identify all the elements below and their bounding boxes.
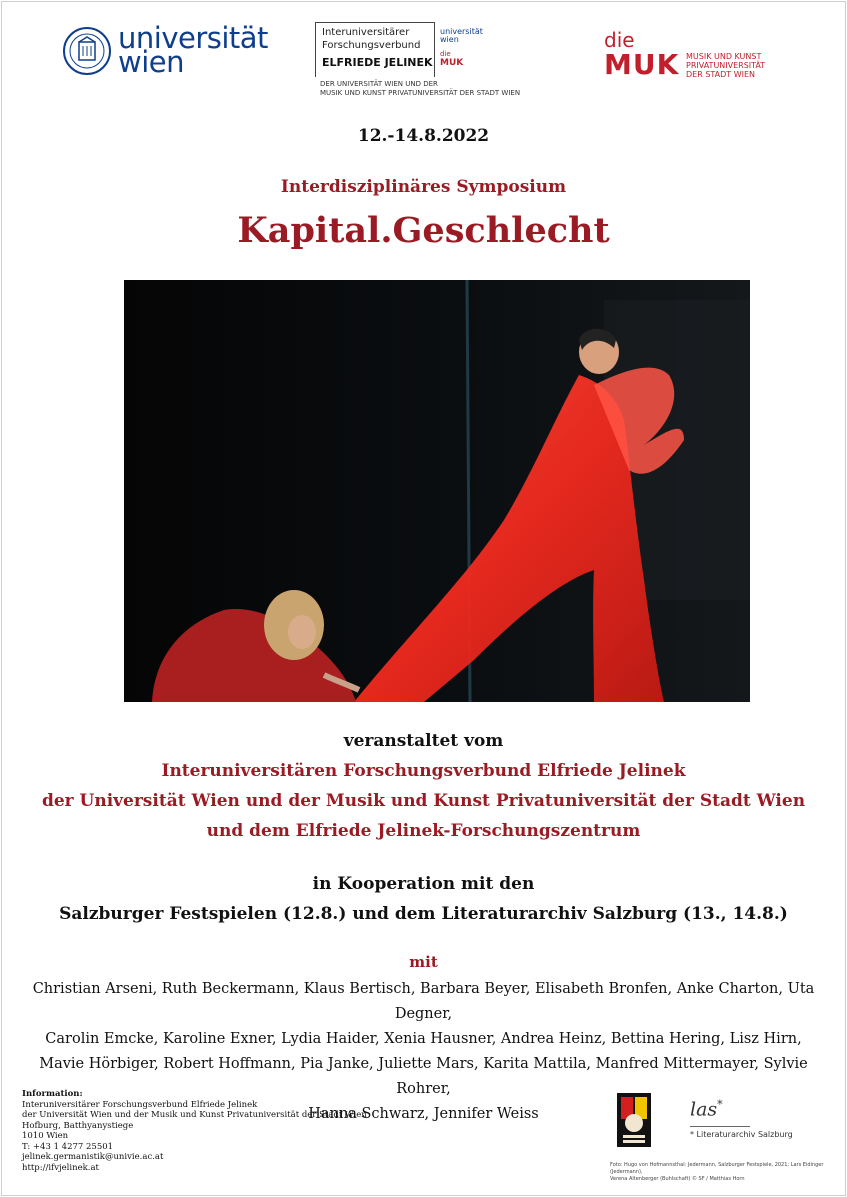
las-sup: * xyxy=(717,1098,723,1111)
fv-sub-line2: MUSIK UND KUNST PRIVATUNIVERSITÄT DER STADT WIEN xyxy=(320,89,521,97)
info-block xyxy=(22,1089,367,1173)
las-logo-mark xyxy=(690,1098,723,1120)
participants-line-2: Carolin Emcke, Karoline Exner, Lydia Haider, Xenia Hausner, Andrea Heinz, Bettina Hering, Lisz Hirn, xyxy=(45,1031,802,1047)
fv-mini-uw-logo xyxy=(440,28,483,44)
fv-mini-uw-line1: universität xyxy=(440,27,483,36)
fv-line1: Interuniversitärer xyxy=(322,27,410,38)
fv-line2: Forschungsverbund xyxy=(322,40,421,51)
organizer-intro: veranstaltet vom xyxy=(343,731,504,751)
fv-mini-uw-line2: wien xyxy=(440,35,459,44)
participants-line-4: Hanna Schwarz, Jennifer Weiss xyxy=(308,1106,539,1122)
fv-sub-line1: DER UNIVERSITÄT WIEN UND DER xyxy=(320,80,438,88)
fv-mini-muk-big: MUK xyxy=(440,58,464,68)
uni-wien-line2: wien xyxy=(118,45,184,79)
participants-label: mit xyxy=(409,953,438,971)
info-line-5: T: +43 1 4277 25501 xyxy=(22,1141,114,1152)
muk-logo-big: MUK xyxy=(604,48,680,81)
cooperation-line: Salzburger Festspielen (12.8.) und dem Literaturarchiv Salzburg (13., 14.8.) xyxy=(59,904,788,924)
photo-credit-line-2: Verena Altenberger (Buhlschaft) © SF / Matthias Horn xyxy=(610,1176,745,1182)
muk-small-line2: PRIVATUNIVERSITÄT xyxy=(686,61,766,70)
cooperation-intro: in Kooperation mit den xyxy=(312,874,535,894)
info-line-4: 1010 Wien xyxy=(22,1131,69,1141)
las-logo-sub: * Literaturarchiv Salzburg xyxy=(690,1130,793,1139)
university-seal-icon xyxy=(62,26,112,76)
participants-line-3: Mavie Hörbiger, Robert Hoffmann, Pia Janke, Juliette Mars, Karita Mattila, Manfred Mittermayer, Sylvie Rohrer, xyxy=(39,1056,808,1097)
info-email[interactable]: jelinek.germanistik@univie.ac.at xyxy=(22,1152,164,1162)
info-line-1: Interuniversitärer Forschungsverbund Elfriede Jelinek xyxy=(22,1099,258,1110)
info-heading: Information: xyxy=(22,1089,83,1099)
forschungsverbund-logo xyxy=(315,22,435,77)
muk-logo-die: die xyxy=(604,28,635,52)
fv-subtitle xyxy=(320,80,520,98)
las-divider xyxy=(690,1126,750,1127)
muk-logo-small xyxy=(686,52,765,79)
uni-wien-logo-text xyxy=(118,21,268,79)
info-line-3: Hofburg, Batthyanystiege xyxy=(22,1120,134,1131)
organizer-line-1: Interuniversitären Forschungsverbund Elfriede Jelinek xyxy=(161,761,686,781)
symposium-label: Interdisziplinäres Symposium xyxy=(280,177,567,197)
uni-wien-line1: universität xyxy=(118,21,268,55)
las-mark: las xyxy=(690,1098,718,1121)
event-date: 12.-14.8.2022 xyxy=(357,126,490,146)
muk-small-line1: MUSIK UND KUNST xyxy=(686,52,762,61)
stage-photo xyxy=(124,280,750,702)
photo-credit xyxy=(610,1162,825,1183)
salzburger-festspiele-logo-icon xyxy=(617,1093,651,1147)
fv-mini-muk-logo xyxy=(440,50,463,68)
fv-line3: ELFRIEDE JELINEK xyxy=(322,56,433,69)
fv-mini-muk-die: die xyxy=(440,50,451,58)
muk-small-line3: DER STADT WIEN xyxy=(686,70,756,79)
info-line-2: der Universität Wien und der Musik und Kunst Privatuniversität der Stadt Wien xyxy=(22,1110,367,1120)
page-title: Kapital.Geschlecht xyxy=(237,210,610,251)
info-website[interactable]: http://ifvjelinek.at xyxy=(22,1162,99,1173)
organizer-line-3: und dem Elfriede Jelinek-Forschungszentrum xyxy=(206,821,641,841)
participants-line-1: Christian Arseni, Ruth Beckermann, Klaus Bertisch, Barbara Beyer, Elisabeth Bronfen, Anke Charton, Uta Degner, xyxy=(32,981,815,1022)
organizer-line-2: der Universität Wien und der Musik und Kunst Privatuniversität der Stadt Wien xyxy=(41,791,806,811)
photo-credit-line-1: Foto: Hugo von Hofmannsthal: Jedermann, Salzburger Festspiele, 2021; Lars Eidinger (Jedermann), xyxy=(610,1162,824,1175)
